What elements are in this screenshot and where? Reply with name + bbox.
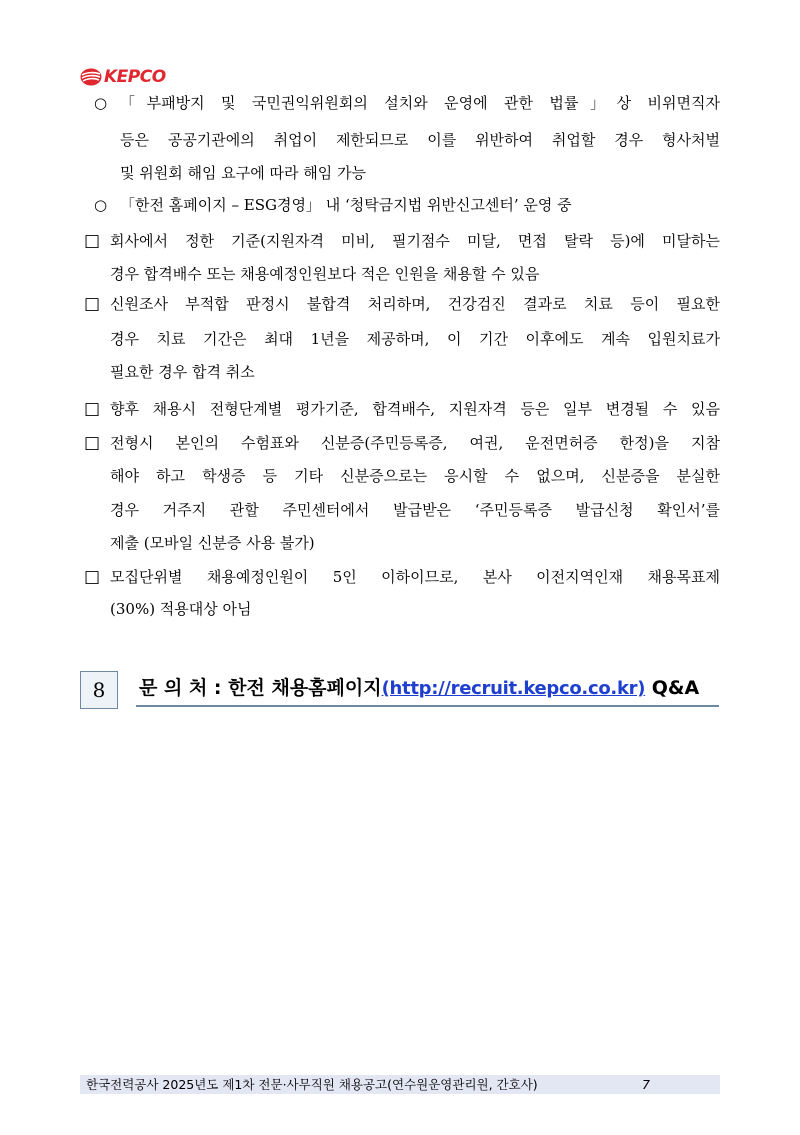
item-line: 「부패방지 및 국민권익위원회의 설치와 운영에 관한 법률」상 비위면직자: [120, 94, 720, 112]
item-line: 필요한 경우 합격 취소: [110, 363, 255, 381]
item-line: 경우 치료 기간은 최대 1년을 제공하며, 이 기간 이후에도 계속 입원치료가: [110, 330, 720, 348]
section-title-text: 문 의 처 : 한전 채용홈페이지: [139, 677, 382, 699]
square-bullet: □: [84, 231, 101, 251]
item-line: 경우 합격배수 또는 채용예정인원보다 적은 인원을 채용할 수 있음: [110, 265, 540, 283]
item-line: 전형시 본인의 수험표와 신분증(주민등록증, 여권, 운전면허증 한정)을 지참: [110, 434, 720, 452]
item-line: 경우 거주지 관할 주민센터에서 발급받은 ‘주민등록증 발급신청 확인서’를: [110, 501, 720, 519]
page-number: 7: [642, 1077, 650, 1092]
item-line: 회사에서 정한 기준(지원자격 미비, 필기점수 미달, 면접 탈락 등)에 미달하는: [110, 232, 720, 250]
square-bullet: □: [84, 294, 101, 314]
item-line: 해야 하고 학생증 등 기타 신분증으로는 응시할 수 없으며, 신분증을 분실한: [110, 467, 720, 485]
recruit-homepage-link[interactable]: (http://recruit.kepco.co.kr): [381, 678, 646, 699]
logo-text: KEPCO: [104, 67, 166, 87]
item-line: 향후 채용시 전형단계별 평가기준, 합격배수, 지원자격 등은 일부 변경될 수 있음: [110, 400, 720, 418]
item-line: 모집단위별 채용예정인원이 5인 이하이므로, 본사 이전지역인재 채용목표제: [110, 568, 720, 586]
item-line: 신원조사 부적합 판정시 불합격 처리하며, 건강검진 결과로 치료 등이 필요한: [110, 295, 720, 313]
item-line: 등은 공공기관에의 취업이 제한되므로 이를 위반하여 취업할 경우 형사처벌: [120, 131, 720, 149]
page-footer: [80, 1075, 720, 1094]
square-bullet: □: [84, 399, 101, 419]
circle-bullet: ○: [94, 94, 108, 112]
section-title-suffix: Q&A: [645, 677, 700, 699]
section-title: [136, 675, 719, 707]
square-bullet: □: [84, 567, 101, 587]
square-bullet: □: [84, 433, 101, 453]
footer-text: 한국전력공사 2025년도 제1차 전문·사무직원 채용공고(연수원운영관리원, 간호사): [86, 1077, 538, 1092]
section-number-box: 8: [80, 671, 118, 709]
item-line: (30%) 적용대상 아님: [110, 600, 252, 618]
circle-bullet: ○: [94, 196, 108, 214]
item-line: 제출 (모바일 신분증 사용 불가): [110, 534, 315, 552]
kepco-logo-icon: [80, 68, 102, 86]
item-line: 「한전 홈페이지 – ESG경영」 내 ‘청탁금지법 위반신고센터’ 운영 중: [120, 196, 572, 214]
item-line: 및 위원회 해임 요구에 따라 해임 가능: [120, 164, 366, 182]
kepco-logo: [80, 66, 166, 88]
